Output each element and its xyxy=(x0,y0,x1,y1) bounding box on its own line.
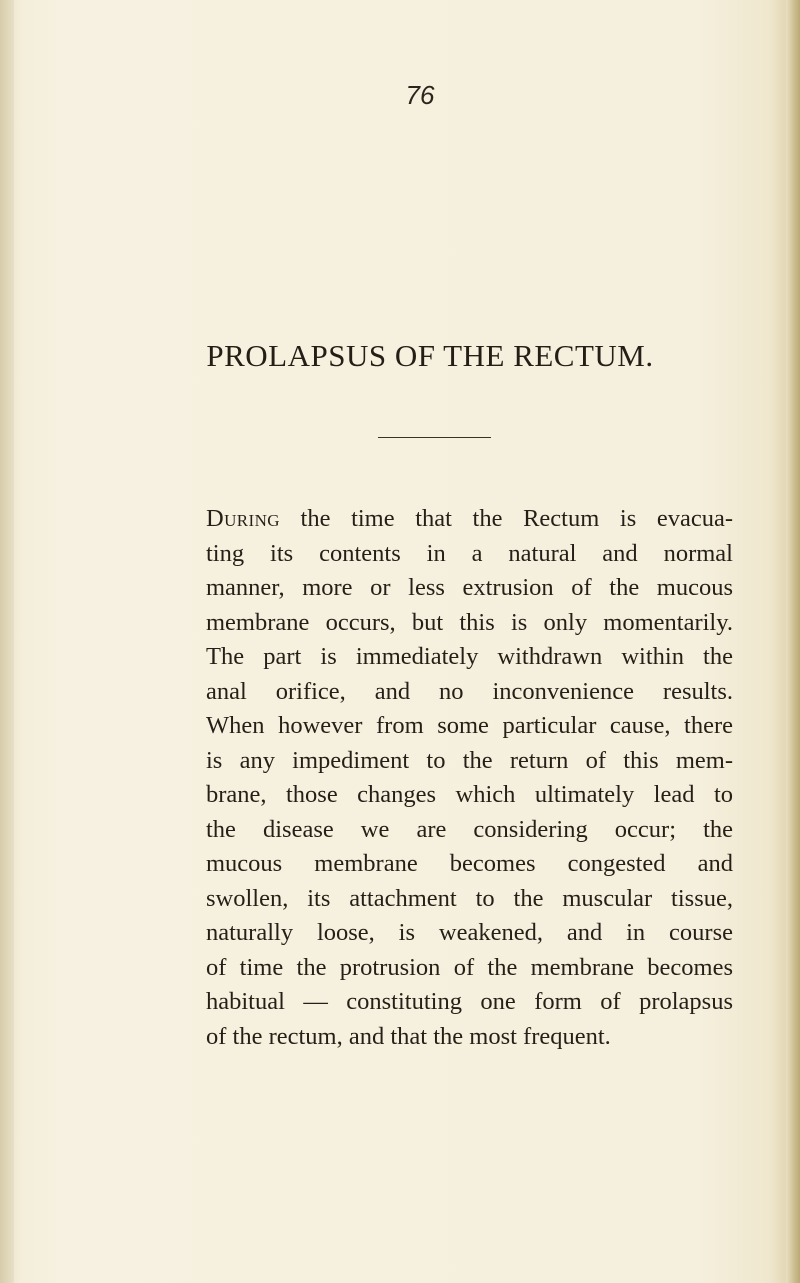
text-line: mucous membrane becomes congested and xyxy=(206,850,733,877)
text-line: of time the protrusion of the membrane becomes xyxy=(206,953,733,981)
text-line: anal orifice, and no inconvenience results. xyxy=(206,677,733,705)
text-line: When however from some particular cause, there xyxy=(206,712,733,739)
text-line: naturally loose, is weakened, and in course xyxy=(206,919,733,946)
body-paragraph xyxy=(206,502,733,1054)
text-line: habitual — constituting one form of prolapsus xyxy=(206,988,733,1015)
text-line xyxy=(206,502,733,537)
chapter-title: PROLAPSUS OF THE RECTUM. xyxy=(206,338,654,373)
text-line: membrane occurs, but this is only momentarily. xyxy=(206,608,733,636)
text-line: manner, more or less extrusion of the mucous xyxy=(206,574,733,601)
text-line: the disease we are considering occur; the xyxy=(206,815,733,843)
page-number: 76 xyxy=(405,80,435,110)
text-line: is any impediment to the return of this mem- xyxy=(206,746,733,774)
text-line-content: the time that the Rectum is evacua- xyxy=(279,505,733,532)
text-line: ting its contents in a natural and normal xyxy=(206,539,733,567)
page-gutter xyxy=(0,0,14,1283)
page-edge xyxy=(786,0,800,1283)
text-line: swollen, its attachment to the muscular tissue, xyxy=(206,884,733,912)
text-line: of the rectum, and that the most frequent. xyxy=(206,1022,611,1050)
title-divider xyxy=(378,437,491,438)
text-line: brane, those changes which ultimately lead to xyxy=(206,781,733,808)
lead-word: During xyxy=(206,505,280,532)
text-line: The part is immediately withdrawn within the xyxy=(206,643,733,670)
